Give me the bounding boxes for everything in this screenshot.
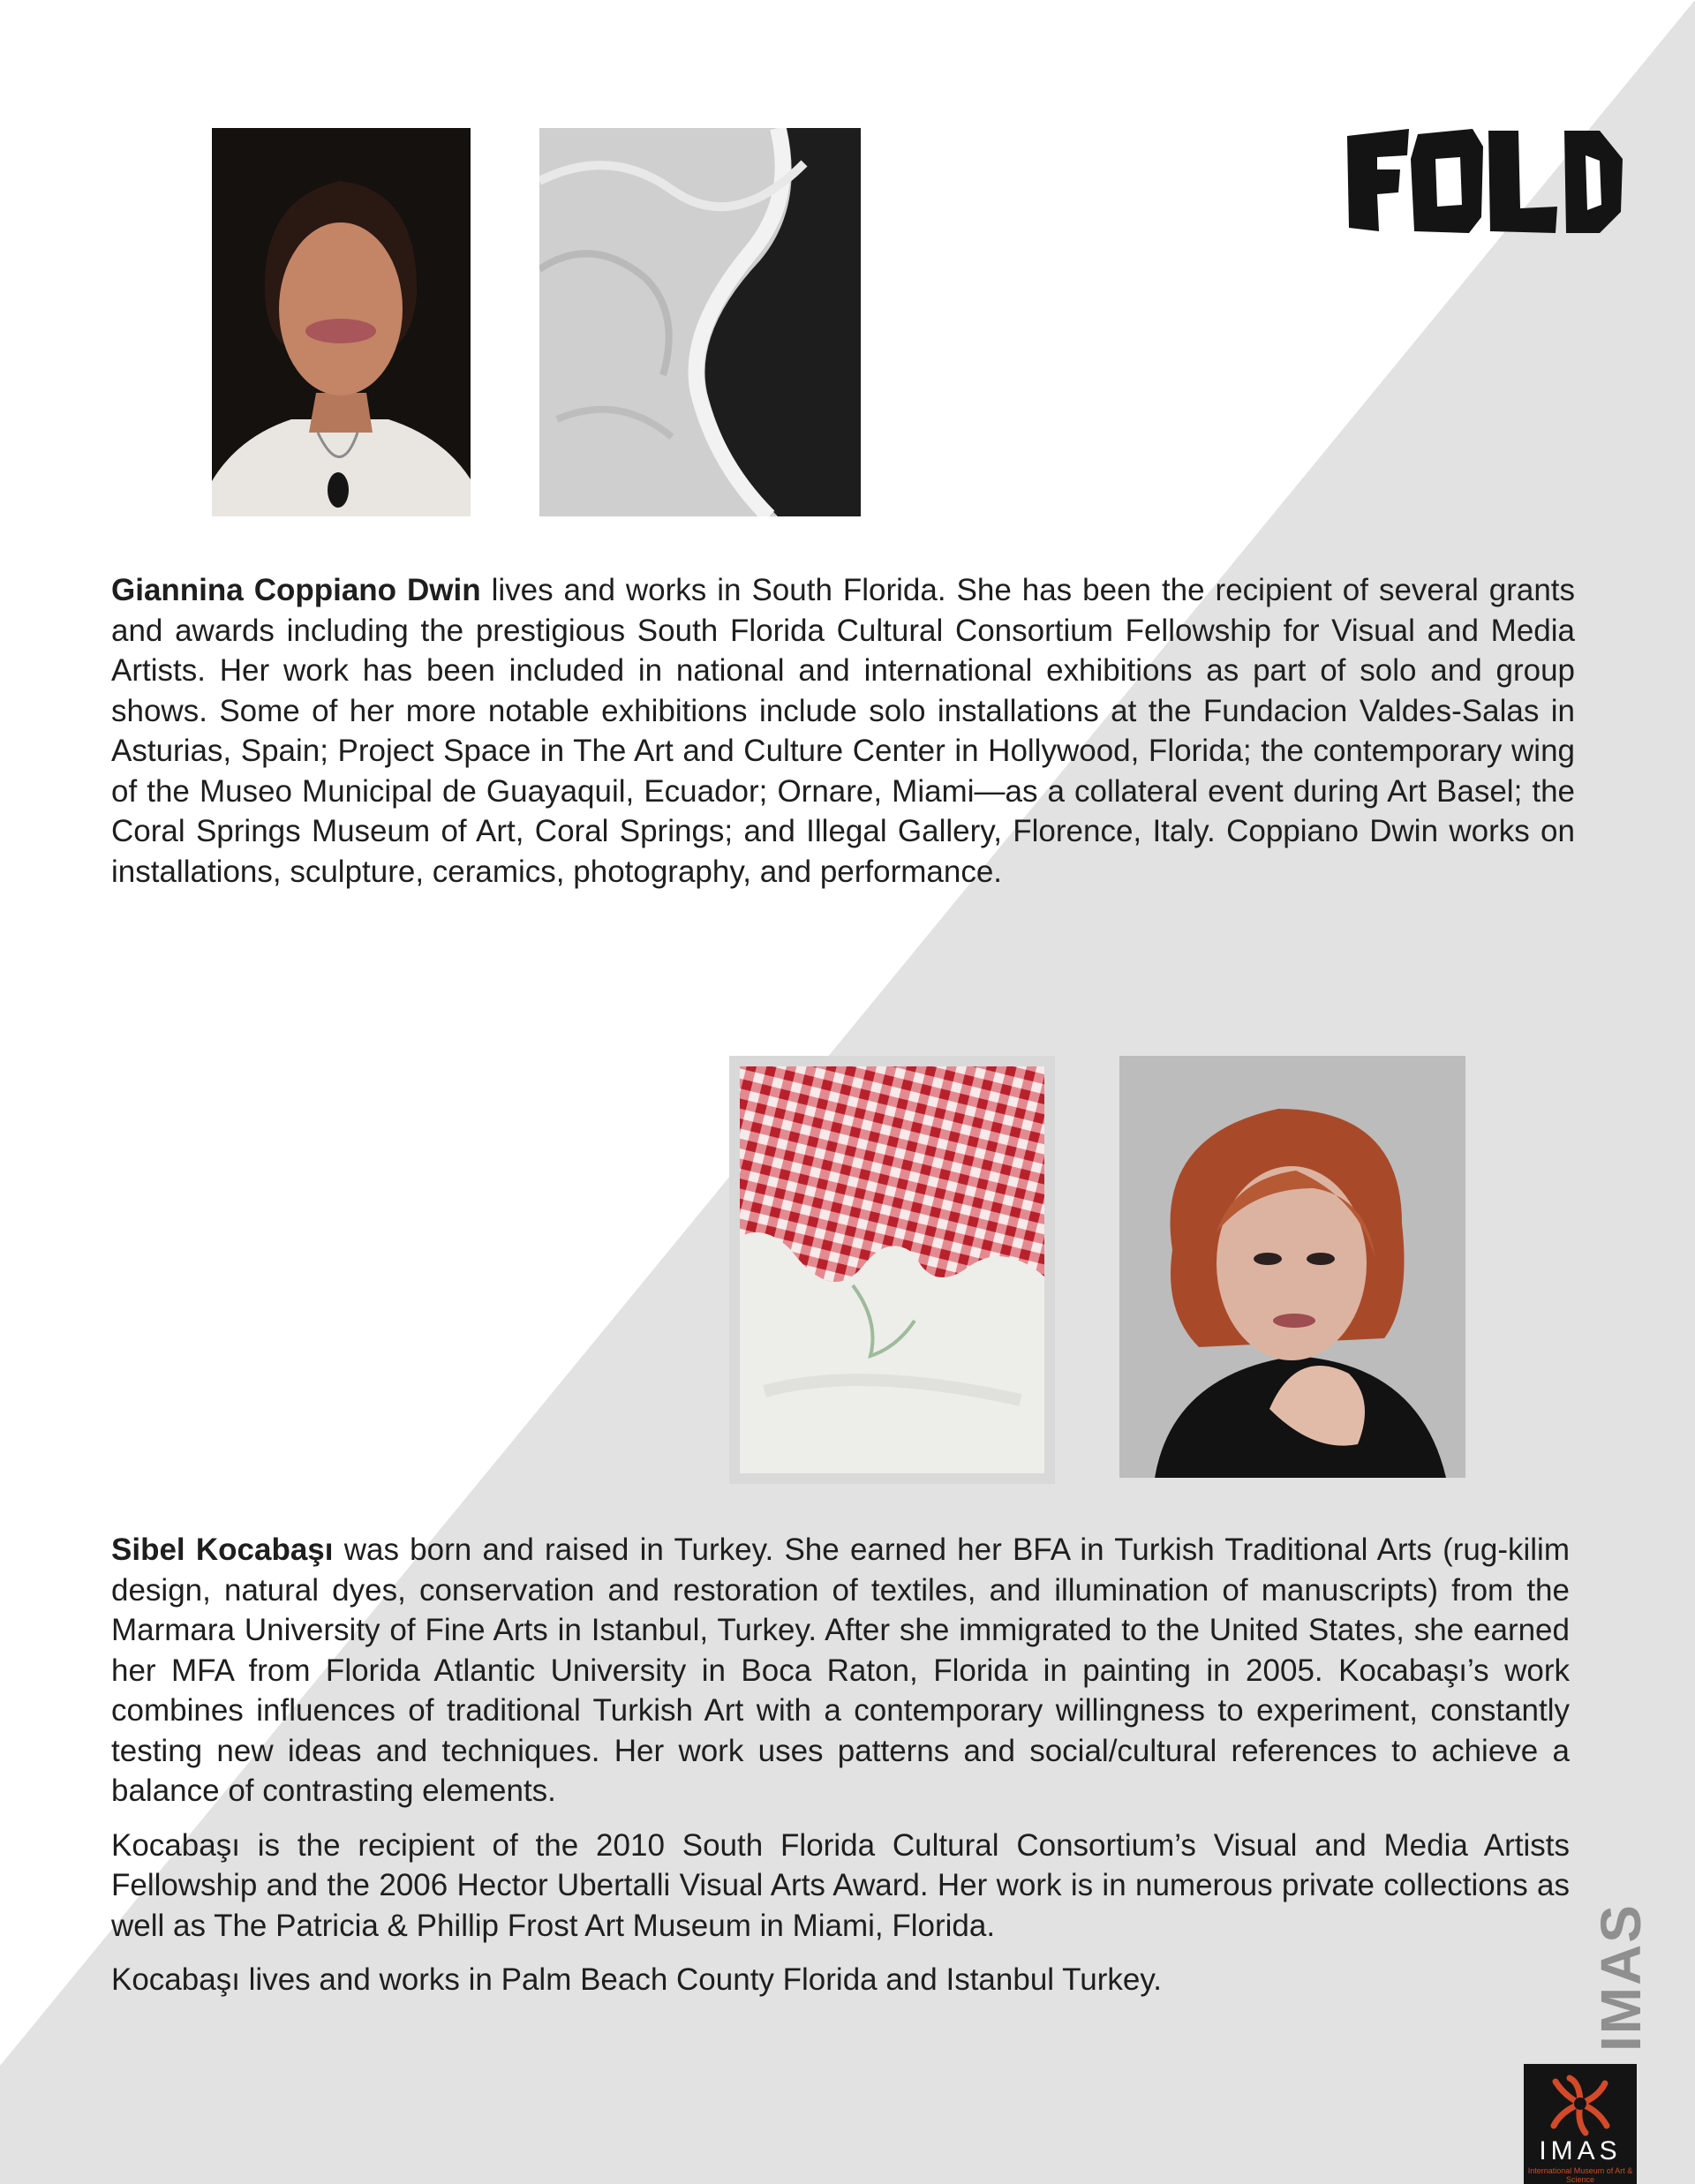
fold-logo — [1344, 124, 1626, 238]
imas-vertical-label: IMAS — [1589, 1903, 1653, 2052]
artist1-bio-paragraph — [111, 570, 1575, 892]
imas-logo-text: IMAS — [1539, 2136, 1622, 2165]
imas-sun-icon — [1543, 2071, 1617, 2136]
artist2-name: Sibel Kocabaşı — [111, 1533, 334, 1567]
imas-vertical-text — [1589, 1894, 1653, 2061]
artist2-bio-paragraph-3: Kocabaşı lives and works in Palm Beach County Florida and Istanbul Turkey. — [111, 1962, 1162, 1997]
artist2-artwork — [729, 1056, 1055, 1484]
imas-logo — [1524, 2064, 1637, 2184]
imas-logo-subtitle: International Museum of Art & Science — [1527, 2166, 1633, 2184]
artist2-bio — [111, 1530, 1570, 2015]
artist1-name: Giannina Coppiano Dwin — [111, 573, 481, 607]
artist2-bio-paragraph-1 — [111, 1530, 1570, 1811]
artist2-bio-paragraph-2: Kocabaşı is the recipient of the 2010 South Florida Cultural Consortium’s Visual and Media Artists Fellowship and the 2006 Hector Ubertalli Visual Arts Award. Her work is in numerous private collections as well as The Patricia & Phillip Frost Art Museum in Miami, Florida. — [111, 1827, 1570, 1943]
artist1-portrait — [212, 128, 471, 516]
artist1-artwork — [539, 128, 861, 516]
artist1-bio — [111, 570, 1575, 906]
artist2-bio-text-1: was born and raised in Turkey. She earned her BFA in Turkish Traditional Arts (rug-kilim design, natural dyes, conservation and restoration of textiles, and illumination of manuscripts) from the Marmara University of Fine Arts in Istanbul, Turkey. After she immigrated to the United States, she earned her MFA from Florida Atlantic University in Boca Raton, Florida in painting in 2005. Kocabaşı’s work combines influences of traditional Turkish Art with a contemporary willingness to experiment, constantly testing new ideas and techniques. Her work uses patterns and social/cultural references to achieve a balance of contrasting elements. — [111, 1533, 1570, 1808]
artist1-bio-text: lives and works in South Florida. She has been the recipient of several grants and awards including the prestigious South Florida Cultural Consortium Fellowship for Visual and Media Artists. Her work has been included in national and international exhibitions as part of solo and group shows. Some of her more notable exhibitions include solo installations at the Fundacion Valdes-Salas in Asturias, Spain; Project Space in The Art and Culture Center in Hollywood, Florida; the contemporary wing of the Museo Municipal de Guayaquil, Ecuador; Ornare, Miami—as a collateral event during Art Basel; the Coral Springs Museum of Art, Coral Springs; and Illegal Gallery, Florence, Italy. Coppiano Dwin works on installations, sculpture, ceramics, photography, and performance. — [111, 573, 1576, 889]
artist2-portrait — [1119, 1056, 1465, 1478]
